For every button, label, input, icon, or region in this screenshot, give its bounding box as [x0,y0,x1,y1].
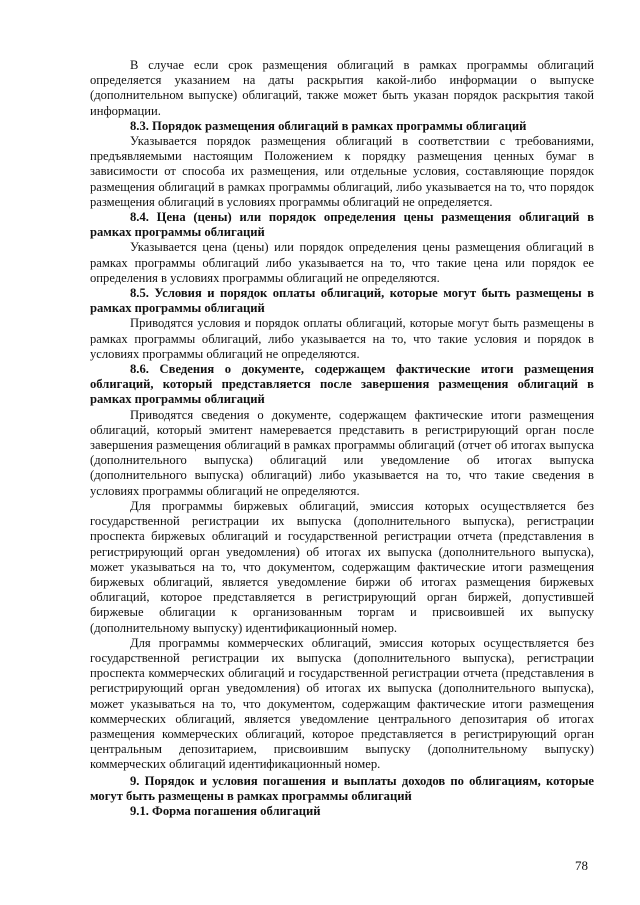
paragraph-results-document: Приводятся сведения о документе, содержащем фактические итоги размещения облигаций, который эмитент намеревается представить в регистрирующий орган после завершения размещения облигаций в рамках программы облигаций (отчет об итогах выпуска (дополнительного выпуска) облигаций или уведомление об итогах выпуска (дополнительного выпуска) облигаций) либо указывается на то, что такие сведения в условиях программы облигаций не определяются. [90,407,594,498]
heading-8-6: 8.6. Сведения о документе, содержащем фактические итоги размещения облигаций, который представляется после завершения размещения облигаций в рамках программы облигаций [90,362,594,407]
heading-8-4: 8.4. Цена (цены) или порядок определения цены размещения облигаций в рамках программы облигаций [90,210,594,240]
heading-9-1: 9.1. Форма погашения облигаций [130,803,321,818]
paragraph-payment-conditions: Приводятся условия и порядок оплаты облигаций, которые могут быть размещены в рамках программы облигаций, либо указывается на то, что такие условия и порядок в условиях программы облигаций не определяются. [90,316,594,361]
paragraph-placement-price: Указывается цена (цены) или порядок определения цены размещения облигаций в рамках программы облигаций либо указывается на то, что такие цена или порядок ее определения в условиях программы облигаций не определяются. [90,240,594,285]
heading-8-3: 8.3. Порядок размещения облигаций в рамках программы облигаций [130,118,527,133]
paragraph-commercial-bonds: Для программы коммерческих облигаций, эмиссия которых осуществляется без государственной регистрации их выпуска (дополнительного выпуска), регистрации проспекта коммерческих облигаций и государственной регистрации отчета (представления в регистрирующий орган уведомления) об итогах их выпуска (дополнительного выпуска), может указываться на то, что документом, содержащим фактические итоги размещения коммерческих облигаций, является уведомление центрального депозитария об итогах размещения коммерческих облигаций, которое представляется в регистрирующий орган центральным депозитарием, присвоившим выпуску (дополнительному выпуску) коммерческих облигаций идентификационный номер. [90,635,594,772]
page-number: 78 [575,858,588,873]
paragraph-exchange-bonds: Для программы биржевых облигаций, эмиссия которых осуществляется без государственной регистрации их выпуска (дополнительного выпуска), регистрации проспекта биржевых облигаций и государственной регистрации отчета (представления в регистрирующий орган уведомления) об итогах их выпуска (дополнительного выпуска), может указываться на то, что документом, содержащим фактические итоги размещения биржевых облигаций, является уведомление биржи об итогах размещения биржевых облигаций, которое представляется в регистрирующий орган биржей, допустившей биржевые облигации к организованным торгам и присвоившей их выпуску (дополнительному выпуску) идентификационный номер. [90,498,594,635]
heading-8-5: 8.5. Условия и порядок оплаты облигаций, которые могут быть размещены в рамках программы облигаций [90,286,594,316]
paragraph-placement-term-disclosure: В случае если срок размещения облигаций в рамках программы облигаций определяется указанием на даты раскрытия какой-либо информации о выпуске (дополнительном выпуске) облигаций, также может быть указан порядок раскрытия такой информации. [90,58,594,118]
heading-9: 9. Порядок и условия погашения и выплаты доходов по облигациям, которые могут быть размещены в рамках программы облигаций [90,773,594,803]
paragraph-placement-procedure: Указывается порядок размещения облигаций в соответствии с требованиями, предъявляемыми настоящим Положением к порядку размещения ценных бумаг в зависимости от способа их размещения, или отдельные условия, составляющие порядок размещения облигаций в рамках программы облигаций, либо указывается на то, что порядок размещения облигаций в условиях программы облигаций не определяется. [90,134,594,209]
